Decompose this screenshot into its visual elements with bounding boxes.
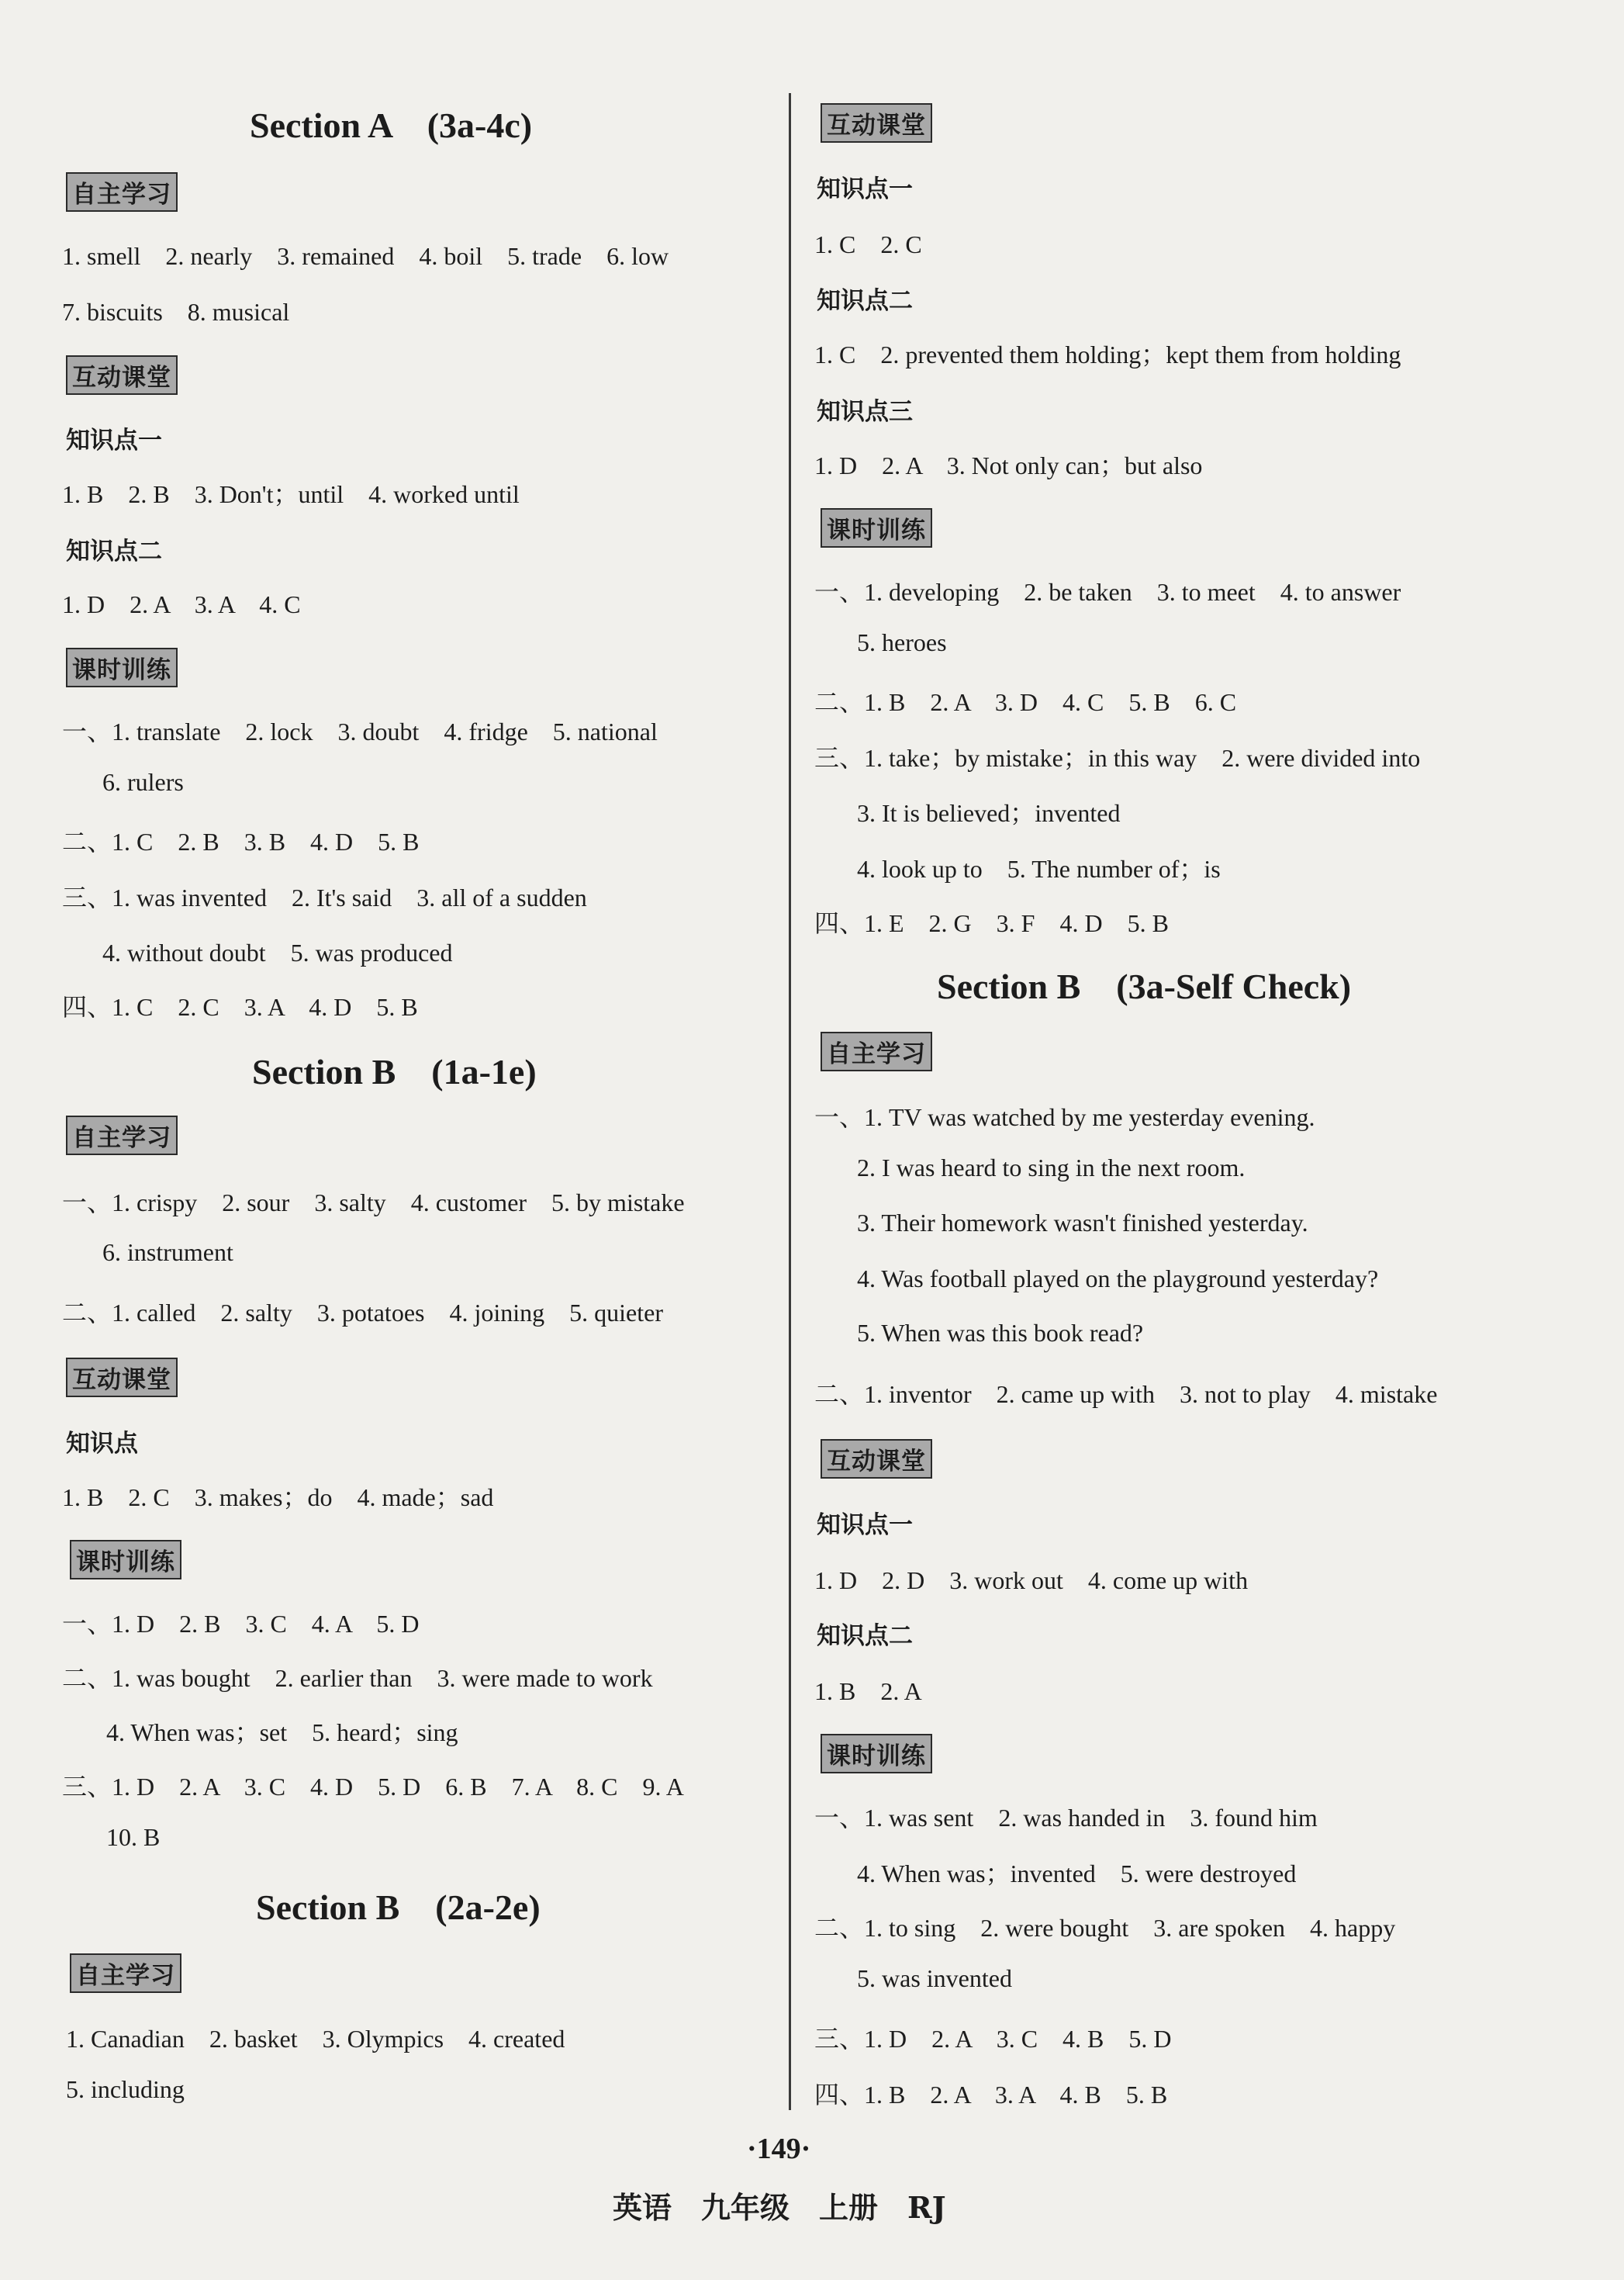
knowledge-point-heading: 知识点二 [66,538,162,566]
answer-line: 4. without doubt 5. was produced [102,939,453,967]
part-label-box [66,172,178,212]
answer-line: 4. Was football played on the playground yesterday? [857,1265,1379,1292]
part-label-box [70,1953,181,1993]
part-label-box [66,648,178,687]
answer-line: 二、1. called 2. salty 3. potatoes 4. joining 5. quieter [62,1299,663,1327]
answer-line: 二、1. to sing 2. were bought 3. are spoken 4. happy [814,1914,1396,1942]
column-divider [789,93,791,2110]
answer-line: 一、1. developing 2. be taken 3. to meet 4. to answer [814,578,1401,606]
answer-line: 一、1. crispy 2. sour 3. salty 4. customer 5. by mistake [62,1188,685,1216]
answer-line: 一、1. translate 2. lock 3. doubt 4. fridge 5. national [62,718,658,746]
knowledge-point-heading: 知识点三 [817,398,913,426]
answer-line: 二、1. B 2. A 3. D 4. C 5. B 6. C [814,688,1237,716]
answer-line: 四、1. B 2. A 3. A 4. B 5. B [814,2081,1168,2109]
answer-line: 二、1. was bought 2. earlier than 3. were made to work [62,1664,653,1692]
answer-line: 1. D 2. D 3. work out 4. come up with [814,1566,1249,1594]
answer-line: 2. I was heard to sing in the next room. [857,1154,1246,1182]
answer-line: 1. smell 2. nearly 3. remained 4. boil 5. trade 6. low [62,242,669,270]
knowledge-point-heading: 知识点一 [66,427,162,455]
answer-line: 三、1. take；by mistake；in this way 2. were divided into [814,744,1421,772]
part-label: 课时训练 [66,648,178,687]
answer-line: 1. C 2. C [814,230,922,258]
answer-line: 1. B 2. C 3. makes；do 4. made；sad [62,1483,494,1511]
answer-line: 三、1. D 2. A 3. C 4. D 5. D 6. B 7. A 8. C 9. A [62,1773,684,1801]
part-label-box [66,355,178,395]
part-label-box [66,1358,178,1397]
answer-line: 一、1. was sent 2. was handed in 3. found him [814,1804,1318,1832]
part-label: 自主学习 [66,1116,178,1155]
answer-line: 一、1. D 2. B 3. C 4. A 5. D [62,1610,420,1638]
answer-line: 3. It is believed；invented [857,799,1121,827]
answer-line: 5. heroes [857,628,947,656]
part-label: 互动课堂 [821,103,932,143]
part-label-box [66,1116,178,1155]
answer-line: 5. was invented [857,1964,1012,1992]
answer-line: 四、1. E 2. G 3. F 4. D 5. B [814,909,1169,937]
part-label-box [821,1439,932,1479]
answer-line: 6. rulers [102,768,184,796]
part-label: 自主学习 [821,1032,932,1071]
section-heading: Section B (2a-2e) [256,1887,541,1927]
answer-line: 三、1. D 2. A 3. C 4. B 5. D [814,2025,1172,2053]
answer-line: 3. Their homework wasn't finished yesterday. [857,1209,1308,1237]
knowledge-point-heading: 知识点二 [817,1622,913,1650]
answer-line: 4. When was；set 5. heard；sing [106,1718,458,1746]
answer-line: 二、1. C 2. B 3. B 4. D 5. B [62,828,420,856]
answer-line: 5. When was this book read? [857,1319,1144,1347]
knowledge-point-heading: 知识点 [66,1430,138,1458]
section-heading: Section B (3a-Self Check) [937,967,1352,1006]
part-label: 课时训练 [70,1540,181,1579]
part-label: 互动课堂 [66,1358,178,1397]
answer-line: 1. B 2. B 3. Don't；until 4. worked until [62,480,520,508]
footer-label: 英语 九年级 上册 RJ [613,2190,946,2225]
knowledge-point-heading: 知识点一 [817,175,913,203]
part-label: 课时训练 [821,508,932,548]
part-label: 互动课堂 [66,355,178,395]
part-label-box [821,1734,932,1773]
answer-line: 10. B [106,1823,161,1851]
answer-line: 1. B 2. A [814,1677,922,1705]
part-label-box [821,1032,932,1071]
knowledge-point-heading: 知识点一 [817,1511,913,1539]
answer-line: 1. D 2. A 3. Not only can；but also [814,452,1203,479]
answer-line: 1. C 2. prevented them holding；kept them from holding [814,341,1401,368]
part-label: 自主学习 [66,172,178,212]
part-label-box [821,103,932,143]
answer-line: 三、1. was invented 2. It's said 3. all of a sudden [62,884,587,912]
answer-line: 4. When was；invented 5. were destroyed [857,1860,1297,1887]
part-label: 互动课堂 [821,1439,932,1479]
answer-line: 5. including [66,2075,185,2103]
answer-line: 4. look up to 5. The number of；is [857,855,1221,883]
part-label: 自主学习 [70,1953,181,1993]
answer-line: 7. biscuits 8. musical [62,298,290,326]
answer-line: 二、1. inventor 2. came up with 3. not to play 4. mistake [814,1380,1438,1408]
answer-line: 1. D 2. A 3. A 4. C [62,590,301,618]
part-label-box [70,1540,181,1579]
answer-line: 一、1. TV was watched by me yesterday evening. [814,1103,1315,1131]
answer-line: 1. Canadian 2. basket 3. Olympics 4. created [66,2025,565,2053]
page-number: ·149· [747,2133,811,2165]
part-label: 课时训练 [821,1734,932,1773]
section-heading: Section B (1a-1e) [252,1052,537,1092]
answer-line: 6. instrument [102,1238,233,1266]
section-heading: Section A (3a-4c) [250,106,533,145]
answer-line: 四、1. C 2. C 3. A 4. D 5. B [62,993,418,1021]
knowledge-point-heading: 知识点二 [817,287,913,315]
part-label-box [821,508,932,548]
